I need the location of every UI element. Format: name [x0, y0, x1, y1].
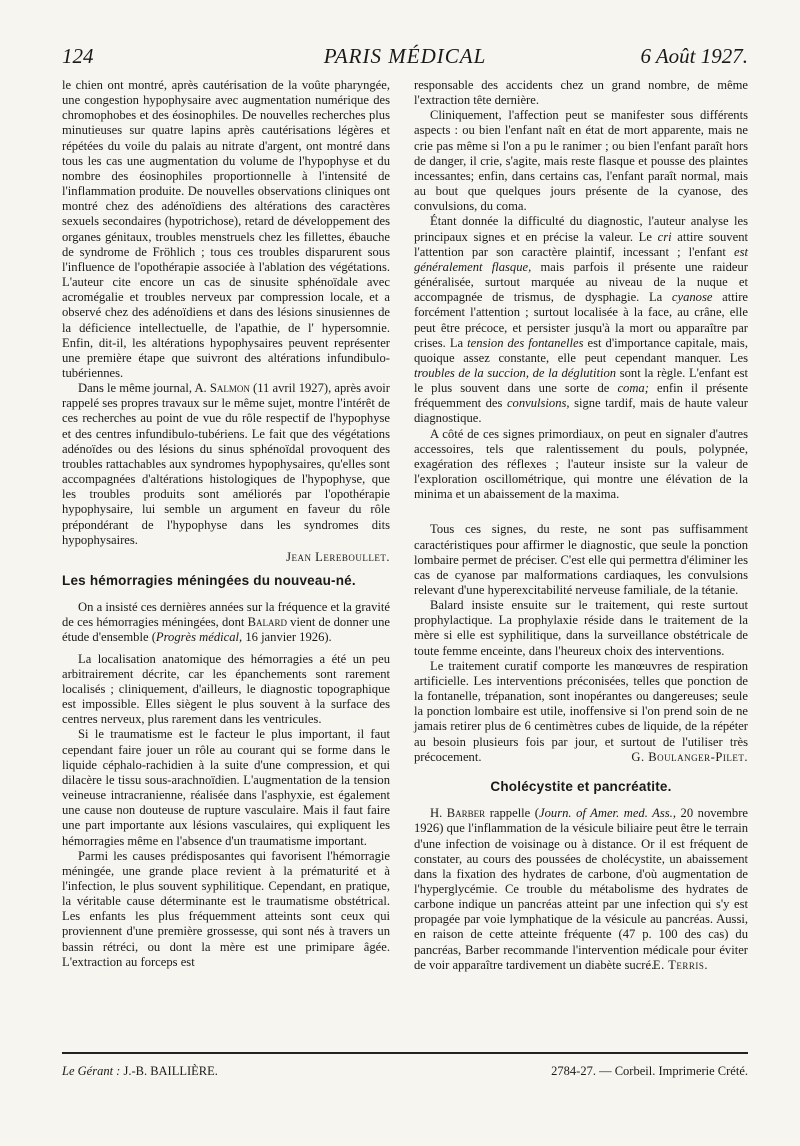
signature: E. Terris. [652, 957, 708, 972]
right-column [414, 78, 748, 979]
paragraph: le chien ont montré, après cautérisation de la voûte pharyngée, une congestion hypophysaire avec augmentation numérique des chromophobes et des éosinophiles. De nouvelles recherches plus minutieuses sur quatre lapins après cautérisations légères et répétées du voile du palais au nitrate d'argent, ont montré dans tous les cas une augmentation du volume de l'hypophyse et du nombre des éosinophiles proportionnelle à l'intensité de l'inflammation produite. De nouvelles observations cliniques ont montré chez des adénoïdiens des altérations des caractères sexuels secondaires (hypotrichose), retard de développement des organes génitaux, troubles menstruels chez les fillettes, ébauche de syndrome de Fröhlich ; tous ces troubles disparurent sous l'influence de l'opothérapie associée à l'ablation des végétations. L'auteur cite encore un cas de sinusite sphénoïdale avec acromégalie et troubles nerveux par compression locale, et a observé chez des adénoïdiens et dans des lésions sinusiennes de la déficience intellectuelle, de l'apathie, de l' hypersomnie. Enfin, dit-il, les altérations hypophysaires peuvent représenter une première étape que suivront des altérations infundibulo-tubériennes. [62, 78, 390, 380]
publisher-manager: Le Gérant : J.-B. BAILLIÈRE. [62, 1064, 218, 1078]
paragraph: Balard insiste ensuite sur le traitement, qui reste surtout prophylactique. La prophylaxie réside dans le traitement de la mère si elle est syphilitique, dans la surveillance obstétricale de toute femme enceinte, dans l'heureux choix des interventions. [414, 598, 748, 658]
paragraph: On a insisté ces dernières années sur la fréquence et la gravité de ces hémorragies méningées, dont Balard vient de donner une étude d'ensemble (Progrès médical, 16 janvier 1926). [62, 600, 390, 645]
printer-imprint: 2784-27. — Corbeil. Imprimerie Crété. [551, 1064, 748, 1078]
paragraph: H. Barber rappelle (Journ. of Amer. med. Ass., 20 novembre 1926) que l'inflammation de la vésicule biliaire peut être le terrain d'une infection de voisinage ou à distance. Or il est fréquent de constater, au cours des poussées de cholécystite, un abaissement dans la fixation des hydrates de carbone, d'où augmentation de l'hyperglycémie. Ce trouble du métabolisme des hydrates de carbone indique un pancréas atteint par une infection qui s'y est propagée par voie lymphatique de la vésicule au pancréas. Aussi, en raison de cette atteinte fréquente (47 p. 100 des cas) du pancréas, Barber recommande l'intervention médicale pour éviter de voir apparaître tardivement un diabète sucré. [414, 806, 749, 972]
page-number: 124 [62, 44, 94, 68]
paragraph: Dans le même journal, A. Salmon (11 avril 1927), après avoir rappelé ses propres travaux sur le même sujet, montre l'intérêt de ces recherches au point de vue du rôle respectif de l'hypophyse et des centres infundibulo-tubériens. Le fait que des végétations adénoïdes ou des lésions du sinus sphénoïdal provoquent des troubles rattachables aux syndromes hypophysaires, qu'elles sont accompagnées d'altérations histologiques de l'hypophyse, que les troubles produits sont améliorés par l'opothérapie hypophysaire, lui semble un argument en faveur du rôle prépondérant de l'hypophyse dans les syndromes dits hypophysaires. [62, 381, 390, 547]
issue-date: 6 Août 1927. [640, 44, 748, 68]
paragraph: Parmi les causes prédisposantes qui favorisent l'hémorragie méningée, une grande place revient à la prématurité et à l'infection, le plus souvent syphilitique. Cependant, en pratique, la véritable cause déterminante est le traumatisme obstétrical. Les enfants les plus fréquemment atteints sont ceux qui proviennent d'une première grossesse, qui sont nés à travers un bassin rétréci, ou dont la mère est une primipare âgée. L'extraction au forceps est [62, 848, 390, 969]
paragraph: La localisation anatomique des hémorragies a été un peu arbitrairement décrite, car les épanchements sont rarement localisés ; cliniquement, d'ailleurs, le diagnostic topographique est impossible. Elles siègent le plus souvent à la surface des centres nerveux, plus rarement dans les ventricules. [62, 651, 390, 727]
left-column [62, 78, 390, 970]
paragraph: Cliniquement, l'affection peut se manifester sous différents aspects : ou bien l'enfant naît en état de mort apparente, mais ne crie pas même si l'on a pu le ranimer ; ou bien l'enfant paraît hors de danger, il crie, s'agite, mais reste flasque et pousse des plaintes incessantes; enfin, dans certains cas, l'enfant paraît normal, mais au bout que quelques jours présente de la cyanose, des convulsions, du coma. [414, 108, 748, 214]
author-name: Salmon [209, 381, 250, 396]
paragraph: responsable des accidents chez un grand nombre, de même l'extraction tête dernière. [414, 78, 748, 108]
paragraph: Si le traumatisme est le facteur le plus important, il faut cependant faire jouer un rôle au courant qui se forme dans le liquide céphalo-rachidien à la suite d'une compression, et qui dilacère le tissu sous-arachnoïdien. L'augmentation de la tension veineuse intracranienne, réalisée dans l'asphyxie, est également une cause non douteuse de rupture vasculaire. Mais il faut faire une part importante aux lésions vasculaires, qui expliquent les hémorragies même en l'absence d'un traumatisme important. [62, 727, 390, 848]
author-name: Barber [446, 806, 486, 821]
journal-reference: Progrès médical, [155, 630, 243, 645]
author-name: Balard [247, 615, 287, 630]
section-heading: Les hémorragies méningées du nouveau-né. [62, 573, 356, 588]
paragraph: Tous ces signes, du reste, ne sont pas suffisamment caractéristiques pour affirmer le diagnostic, que seule la ponction lombaire permet de préciser. C'est elle qui permettra d'éliminer les cas de cyanose par malformations cardiaques, les convulsions relevant d'une hyperexcitabilité nerveuse familiale, de la tétanie. [414, 522, 748, 597]
footer-rule [62, 1052, 748, 1054]
paragraph: Étant donnée la difficulté du diagnostic, l'auteur analyse les principaux signes et en précise la valeur. Le cri attire souvent l'attention par son caractère plaintif, incessant ; l'enfant est généralement flasque, mais parfois il présente une raideur généralisée, surtout marquée au niveau de la nuque et accompagnée de trismus, de dysphagie. La cyanose attire forcément l'attention ; surtout localisée à la face, au crâne, elle peut être précoce, et persister jusqu'à la mort ou apparaître par crises. La tension des fontanelles est d'importance capitale, mais, quoique assez constante, elle peut cependant manquer. Les troubles de la succion, de la déglutition sont la règle. L'enfant est le plus souvent dans une sorte de coma; enfin il présente fréquemment des convulsions, signe tardif, mais de haute valeur diagnostique. [414, 214, 749, 426]
signature: Jean Lereboullet. [286, 549, 390, 564]
paragraph: A côté de ces signes primordiaux, on peut en signaler d'autres accessoires, tels que ralentissement du pouls, polypnée, exagération des réflexes ; l'auteur insiste sur la valeur de l'exploration oscillométrique, qui montre une élévation de la minima et un abaissement de la maxima. [414, 426, 748, 502]
signature: G. Boulanger-Pilet. [631, 749, 748, 764]
section-heading: Cholécystite et pancréatite. [490, 779, 672, 795]
page-header [62, 44, 748, 70]
journal-reference: Journ. of Amer. med. Ass., [539, 806, 676, 821]
paragraph: Le traitement curatif comporte les manœuvres de respiration artificielle. Les interventions préconisées, telles que ponction de la fontanelle, trépanation, sont inopérantes ou dangereuses; seule la ponction lombaire est utile, inoffensive si l'on prend soin de ne jamais retirer plus de 6 centimètres cubes de liquide, de la répéter au besoin plusieurs fois par jour, et surtout de l'utiliser très précocement. [414, 658, 748, 764]
journal-title: PARIS MÉDICAL [323, 44, 487, 68]
